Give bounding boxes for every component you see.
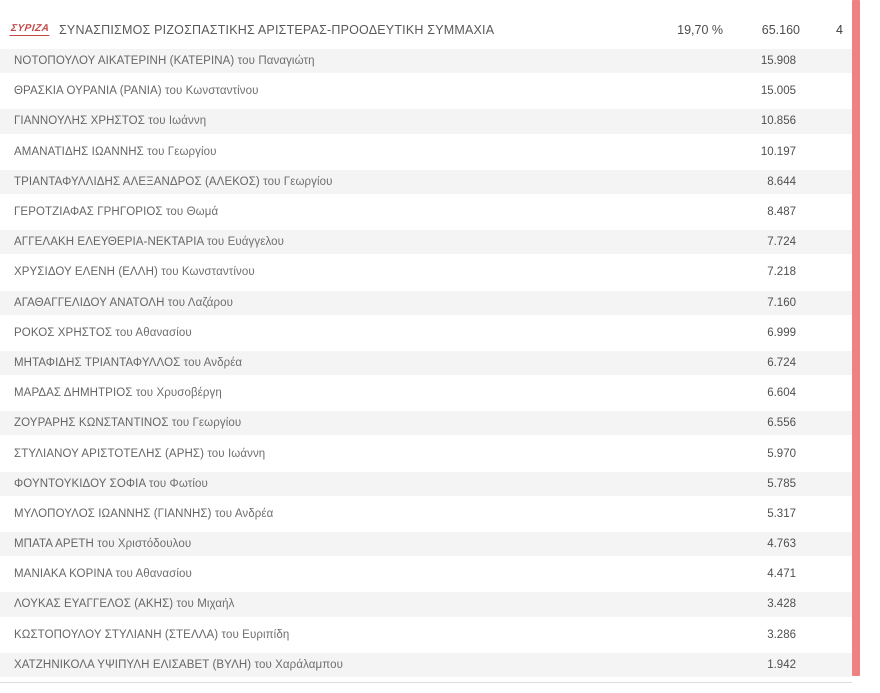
scrollbar-thumb[interactable] (852, 0, 860, 676)
candidate-name-cell (14, 55, 315, 67)
row-content (0, 350, 852, 376)
candidate-votes: 8.644 (767, 175, 796, 188)
candidate-patronymic: του Ευάγγελου (206, 236, 285, 249)
candidate-votes: 3.286 (767, 628, 796, 641)
candidate-name-cell (14, 176, 333, 188)
row-content (0, 78, 852, 104)
candidate-name-cell (14, 538, 191, 550)
row-content (0, 169, 852, 195)
row-content (0, 139, 852, 165)
candidate-name: ΖΟΥΡΑΡΗΣ ΚΩΝΣΤΑΝΤΙΝΟΣ (14, 417, 169, 430)
candidate-name-cell (14, 206, 218, 218)
candidate-patronymic: του Γεωργίου (171, 417, 242, 430)
candidate-patronymic: του Ιωάννη (148, 115, 207, 128)
candidate-votes: 10.856 (760, 115, 796, 128)
candidate-name: ΜΠΑΤΑ ΑΡΕΤΗ (14, 538, 94, 551)
row-content (0, 501, 852, 527)
syriza-party-logo: ΣΥΡΙΖΑ (10, 23, 50, 34)
candidate-patronymic: του Ανδρέα (214, 507, 274, 520)
candidate-patronymic: του Ανδρέα (183, 356, 243, 369)
candidate-name: ΤΡΙΑΝΤΑΦΥΛΛΙΔΗΣ ΑΛΕΞΑΝΔΡΟΣ (ΑΛΕΚΟΣ) (14, 175, 260, 188)
candidate-row (0, 561, 852, 591)
row-content (0, 471, 852, 497)
candidate-votes: 5.317 (767, 507, 796, 520)
candidate-row (0, 652, 852, 682)
candidate-patronymic: του Ευριπίδη (221, 628, 290, 641)
candidate-votes: 7.218 (767, 266, 796, 279)
candidate-name: ΑΓΓΕΛΑΚΗ ΕΛΕΥΘΕΡΙΑ-ΝΕΚΤΑΡΙΑ (14, 236, 204, 249)
candidate-votes: 6.999 (767, 326, 796, 339)
candidate-row (0, 380, 852, 410)
candidate-row (0, 169, 852, 199)
row-content (0, 410, 852, 436)
candidate-patronymic: του Κωνσταντίνου (165, 85, 259, 98)
candidate-name-cell (14, 508, 273, 520)
candidate-votes: 15.005 (760, 85, 796, 98)
row-content (0, 290, 852, 316)
candidate-name-cell (14, 568, 192, 580)
candidate-name-cell (14, 629, 289, 641)
row-content (0, 591, 852, 617)
candidate-name-cell (14, 266, 255, 278)
candidate-votes: 7.160 (767, 296, 796, 309)
candidate-row (0, 531, 852, 561)
candidate-row (0, 78, 852, 108)
row-content (0, 229, 852, 255)
candidate-row (0, 48, 852, 78)
candidate-name-cell (14, 478, 208, 490)
candidate-patronymic: του Γεωργίου (147, 145, 217, 158)
candidate-name: ΦΟΥΝΤΟΥΚΙΔΟΥ ΣΟΦΙΑ (14, 477, 146, 490)
candidate-patronymic: του Χρυσοβέργη (135, 387, 222, 400)
candidate-name-cell (14, 417, 241, 429)
candidate-patronymic: του Θωμά (165, 206, 219, 219)
candidate-name-cell (14, 598, 234, 610)
candidate-row (0, 259, 852, 289)
candidate-patronymic: του Αθανασίου (115, 568, 192, 581)
party-percent: 19,70 % (677, 23, 723, 37)
candidate-votes: 4.471 (767, 568, 796, 581)
row-content (0, 652, 852, 678)
candidate-name: ΜΗΤΑΦΙΔΗΣ ΤΡΙΑΝΤΑΦΥΛΛΟΣ (14, 356, 181, 369)
candidate-votes: 4.763 (767, 538, 796, 551)
candidate-votes: 6.604 (767, 387, 796, 400)
candidate-patronymic: του Κωνσταντίνου (161, 266, 255, 279)
candidate-votes: 10.197 (760, 145, 796, 158)
candidate-name: ΜΑΡΔΑΣ ΔΗΜΗΤΡΙΟΣ (14, 387, 133, 400)
candidate-name: ΜΑΝΙΑΚΑ ΚΟΡΙΝΑ (14, 568, 113, 581)
row-content (0, 380, 852, 406)
candidate-row (0, 622, 852, 652)
candidate-votes: 1.942 (767, 658, 796, 671)
candidate-name: ΡΟΚΟΣ ΧΡΗΣΤΟΣ (14, 326, 113, 339)
party-total-votes: 65.160 (761, 23, 800, 37)
candidate-patronymic: του Γεωργίου (263, 175, 333, 188)
candidate-name: ΧΡΥΣΙΔΟΥ ΕΛΕΝΗ (ΕΛΛΗ) (14, 266, 158, 279)
candidate-name-cell (14, 659, 343, 671)
row-content (0, 440, 852, 466)
row-content (0, 320, 852, 346)
candidate-name: ΘΡΑΣΚΙΑ ΟΥΡΑΝΙΑ (ΡΑΝΙΑ) (14, 85, 162, 98)
candidate-name: ΓΕΡΟΤΖΙΑΦΑΣ ΓΡΗΓΟΡΙΟΣ (14, 206, 163, 219)
candidate-name-cell (14, 387, 222, 399)
party-seats-count: 4 (836, 23, 843, 37)
candidate-votes: 5.785 (767, 477, 796, 490)
candidate-patronymic: του Αθανασίου (115, 326, 192, 339)
candidate-votes: 15.908 (760, 55, 796, 68)
candidate-name-cell (14, 327, 192, 339)
candidate-name-cell (14, 357, 242, 369)
candidate-name: ΓΙΑΝΝΟΥΛΗΣ ΧΡΗΣΤΟΣ (14, 115, 145, 128)
candidate-name: ΚΩΣΤΟΠΟΥΛΟΥ ΣΤΥΛΙΑΝΗ (ΣΤΕΛΛΑ) (14, 628, 219, 641)
candidate-votes: 7.724 (767, 236, 796, 249)
candidate-votes: 8.487 (767, 206, 796, 219)
candidate-row (0, 199, 852, 229)
row-content (0, 622, 852, 648)
candidate-row (0, 139, 852, 169)
row-content (0, 259, 852, 285)
candidate-row (0, 350, 852, 380)
candidate-votes: 6.724 (767, 356, 796, 369)
candidate-votes: 6.556 (767, 417, 796, 430)
candidate-name: ΜΥΛΟΠΟΥΛΟΣ ΙΩΑΝΝΗΣ (ΓΙΑΝΝΗΣ) (14, 507, 212, 520)
party-header-content (0, 12, 852, 48)
row-content (0, 199, 852, 225)
candidate-row (0, 229, 852, 259)
candidate-name-cell (14, 448, 265, 460)
candidate-patronymic: του Χριστόδουλου (97, 538, 192, 551)
row-content (0, 108, 852, 134)
candidate-row (0, 591, 852, 621)
candidate-row (0, 501, 852, 531)
candidate-votes: 3.428 (767, 598, 796, 611)
candidate-name-cell (14, 85, 259, 97)
candidate-patronymic: του Ιωάννη (207, 447, 266, 460)
candidate-row (0, 471, 852, 501)
row-content (0, 561, 852, 587)
candidate-patronymic: του Χαράλαμπου (254, 658, 343, 671)
candidate-name: ΧΑΤΖΗΝΙΚΟΛΑ ΥΨΙΠΥΛΗ ΕΛΙΣΑΒΕΤ (ΒΥΛΗ) (14, 658, 252, 671)
party-header-row[interactable] (0, 0, 852, 48)
candidate-row (0, 290, 852, 320)
candidate-votes: 5.970 (767, 447, 796, 460)
row-content (0, 48, 852, 74)
candidate-patronymic: του Φωτίου (148, 477, 208, 490)
candidate-name-cell (14, 146, 217, 158)
candidate-row (0, 320, 852, 350)
candidate-patronymic: του Μιχαήλ (176, 598, 235, 611)
party-name: ΣΥΝΑΣΠΙΣΜΟΣ ΡΙΖΟΣΠΑΣΤΙΚΗΣ ΑΡΙΣΤΕΡΑΣ-ΠΡΟΟΔΕΥΤΙΚΗ ΣΥΜΜΑΧΙΑ (59, 23, 495, 37)
candidate-name-cell (14, 297, 233, 309)
candidate-row (0, 410, 852, 440)
candidate-list (0, 48, 852, 682)
row-content (0, 531, 852, 557)
candidate-name: ΛΟΥΚΑΣ ΕΥΑΓΓΕΛΟΣ (ΑΚΗΣ) (14, 598, 174, 611)
candidate-name: ΝΟΤΟΠΟΥΛΟΥ ΑΙΚΑΤΕΡΙΝΗ (ΚΑΤΕΡΙΝΑ) (14, 55, 235, 68)
candidate-row (0, 440, 852, 470)
candidate-name: ΣΤΥΛΙΑΝΟΥ ΑΡΙΣΤΟΤΕΛΗΣ (ΑΡΗΣ) (14, 447, 205, 460)
candidate-name: ΑΜΑΝΑΤΙΔΗΣ ΙΩΑΝΝΗΣ (14, 145, 144, 158)
candidate-row (0, 108, 852, 138)
candidate-patronymic: του Παναγιώτη (237, 55, 315, 68)
candidate-name: ΑΓΑΘΑΓΓΕΛΙΔΟΥ ΑΝΑΤΟΛΗ (14, 296, 165, 309)
candidate-name-cell (14, 115, 206, 127)
candidate-patronymic: του Λαζάρου (167, 296, 234, 309)
candidate-name-cell (14, 236, 284, 248)
